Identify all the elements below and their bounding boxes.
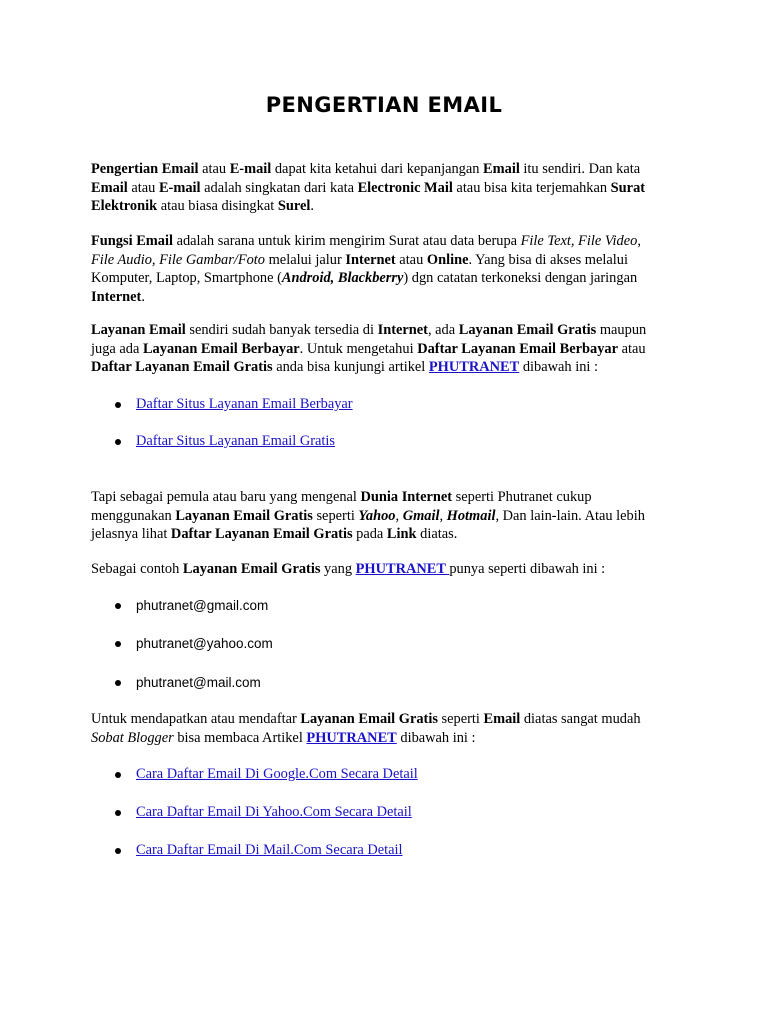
paragraph-contoh	[91, 560, 681, 579]
phutranet-link[interactable]: PHUTRANET	[428, 359, 520, 375]
bullet-icon	[115, 810, 121, 816]
paragraph-pemula	[91, 488, 681, 544]
text-line: Untuk mendapatkan atau mendaftar Layanan Email Gratis seperti Email diatas sangat mudah	[91, 711, 641, 727]
text-line: Tapi sebagai pemula atau baru yang mengenal Dunia Internet seperti Phutranet cukup	[91, 489, 592, 505]
text-line: jelasnya lihat Daftar Layanan Email Gratis pada Link diatas.	[91, 526, 458, 542]
bullet-icon	[115, 772, 121, 778]
bullet-icon	[115, 439, 121, 445]
email-address: phutranet@yahoo.com	[136, 636, 273, 651]
bullet-icon	[115, 641, 121, 647]
text-line: Pengertian Email atau E-mail dapat kita ketahui dari kepanjangan Email itu sendiri. Dan kata	[91, 161, 641, 177]
text-line: Internet.	[91, 288, 145, 305]
text-line: Layanan Email sendiri sudah banyak tersedia di Internet, ada Layanan Email Gratis maupun	[91, 322, 647, 338]
page-title: PENGERTIAN EMAIL	[265, 93, 503, 117]
bullet-icon	[115, 848, 121, 854]
phutranet-link[interactable]: PHUTRANET	[355, 561, 450, 577]
text-line: Komputer, Laptop, Smartphone (Android, Blackberry) dgn catatan terkoneksi dengan jaringan	[91, 270, 638, 286]
text-line: Sebagai contoh Layanan Email Gratis yang PHUTRANET punya seperti dibawah ini :	[91, 561, 606, 577]
text-line: Email atau E-mail adalah singkatan dari kata Electronic Mail atau bisa kita terjemahkan Surat	[91, 179, 646, 196]
link-daftar-google[interactable]: Cara Daftar Email Di Google.Com Secara Detail	[136, 766, 418, 782]
email-address: phutranet@mail.com	[136, 675, 261, 690]
bullet-icon	[115, 680, 121, 686]
text-line: File Audio, File Gambar/Foto melalui jalur Internet atau Online. Yang bisa di akses melalui	[91, 251, 628, 268]
email-address: phutranet@gmail.com	[136, 598, 269, 613]
text-line: menggunakan Layanan Email Gratis seperti Yahoo, Gmail, Hotmail, Dan lain-lain. Atau lebih	[91, 507, 645, 524]
link-daftar-gratis[interactable]: Daftar Situs Layanan Email Gratis	[136, 433, 336, 449]
paragraph-pengertian	[91, 160, 681, 216]
paragraph-mendaftar	[91, 710, 681, 747]
link-daftar-berbayar[interactable]: Daftar Situs Layanan Email Berbayar	[136, 396, 353, 412]
phutranet-link[interactable]: PHUTRANET	[306, 729, 397, 746]
text-line: Daftar Layanan Email Gratis anda bisa kunjungi artikel PHUTRANET dibawah ini :	[91, 359, 598, 375]
bullet-icon	[115, 603, 121, 609]
paragraph-layanan	[91, 321, 681, 377]
paragraph-fungsi	[91, 232, 681, 306]
link-daftar-yahoo[interactable]: Cara Daftar Email Di Yahoo.Com Secara Detail	[136, 804, 412, 820]
text-line: juga ada Layanan Email Berbayar. Untuk mengetahui Daftar Layanan Email Berbayar atau	[91, 340, 646, 357]
bullet-icon	[115, 402, 121, 408]
link-daftar-mail[interactable]: Cara Daftar Email Di Mail.Com Secara Detail	[136, 842, 403, 858]
text-line: Elektronik atau biasa disingkat Surel.	[91, 198, 314, 214]
text-line: Sobat Blogger bisa membaca Artikel PHUTRANET dibawah ini :	[91, 729, 476, 746]
text-line: Fungsi Email adalah sarana untuk kirim mengirim Surat atau data berupa File Text, File Video,	[91, 233, 641, 249]
